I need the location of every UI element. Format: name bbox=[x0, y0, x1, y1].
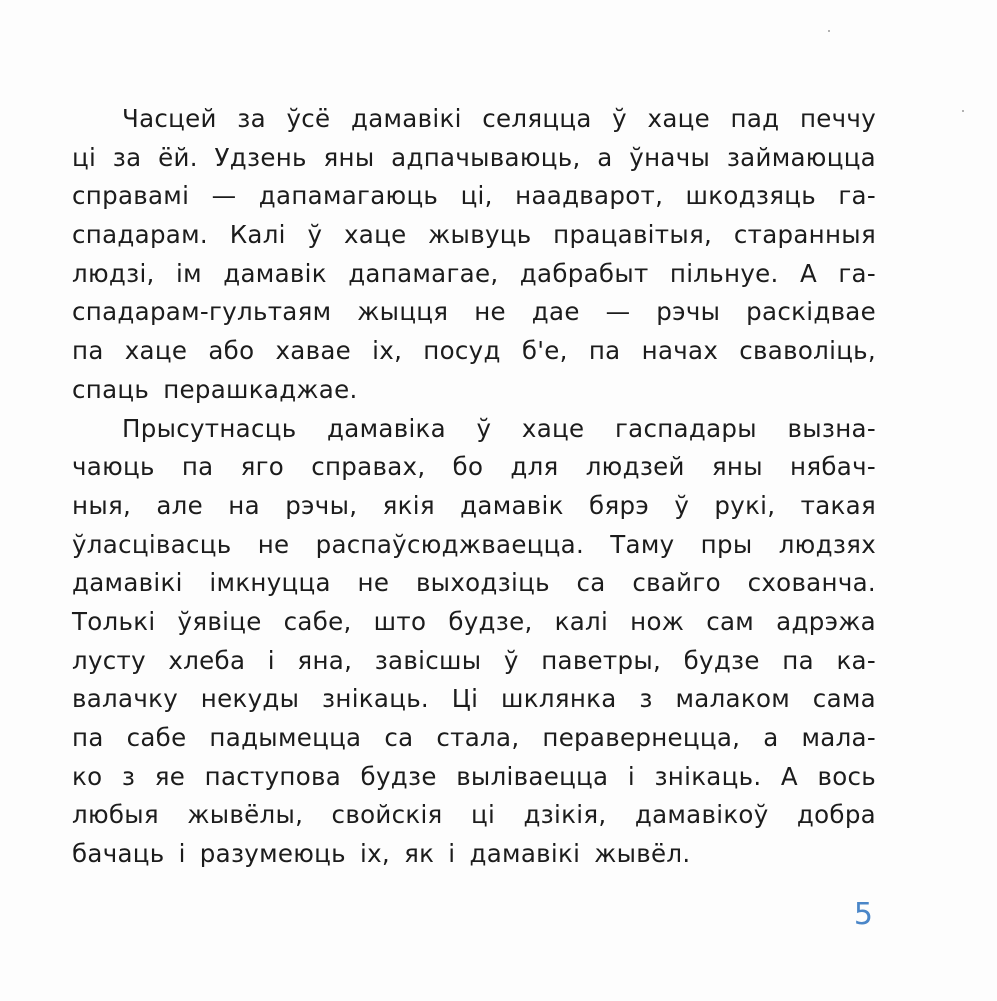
paragraph-2-line-3: ныя, але на рэчы, якія дамавік бярэ ў рукі, такая bbox=[72, 490, 876, 520]
paragraph-2-line-9: па сабе падымецца са стала, перавернецца, а мала- bbox=[72, 723, 876, 752]
paragraph-2-line-1: Прысутнасць дамавіка ў хаце гаспадары вызна- bbox=[122, 413, 876, 443]
paragraph-1-line-7: па хаце або хавае іх, посуд б'е, па начах сваволіць, bbox=[72, 336, 876, 366]
paragraph-1-line-3: справамі — дапамагаюць ці, наадварот, шкодзяць га- bbox=[72, 181, 876, 211]
paragraph-2-line-5: дамавікі імкнуцца не выходзіць са свайго схованчa. bbox=[72, 568, 876, 598]
paragraph-2-line-7: лусту хлеба і яна, завісшы ў паветры, будзе па ка- bbox=[72, 645, 876, 675]
text-body bbox=[72, 100, 876, 874]
paragraph-1-line-4: спадарам. Калі ў хаце жывуць працавітыя, старанныя bbox=[72, 220, 876, 250]
paragraph-1-line-8: спаць перашкаджае. bbox=[72, 374, 358, 404]
paragraph-2-line-6: Толькі ўявіце сабе, што будзе, калі нож сам адрэжа bbox=[72, 606, 876, 636]
paragraph-1-line-2: ці за ёй. Удзень яны адпачываюць, а ўначы займаюцца bbox=[72, 142, 876, 172]
paragraph-2-line-12: бачаць і разумеюць іх, як і дамавікі жывёл. bbox=[72, 839, 691, 869]
paragraph-1-line-6: спадарам-гультаям жыцця не дае — рэчы раскідвае bbox=[72, 297, 876, 327]
paragraph-2-line-10: ко з яе паступова будзе выліваецца і знікаць. А вось bbox=[72, 761, 876, 791]
paragraph-2-line-11: любыя жывёлы, свойскія ці дзікія, дамавікоў добра bbox=[72, 800, 876, 830]
paragraph-1-line-1: Часцей за ўсё дамавікі селяцца ў хаце пад печчу bbox=[122, 104, 876, 133]
paper-speck bbox=[962, 110, 964, 112]
paragraph-2-line-8: валачку некуды знікаць. Ці шклянка з малаком сама bbox=[72, 684, 876, 714]
paragraph-2-line-4: ўласцівасць не распаўсюджваецца. Таму пры людзях bbox=[72, 529, 876, 559]
page-number: 5 bbox=[853, 897, 873, 932]
paper-speck bbox=[828, 30, 830, 32]
paragraph-2-line-2: чаюць па яго справах, бо для людзей яны нябач- bbox=[72, 452, 876, 482]
paragraph-1-line-5: людзі, ім дамавік дапамагае, дабрабыт пільнуе. А га- bbox=[72, 258, 876, 288]
